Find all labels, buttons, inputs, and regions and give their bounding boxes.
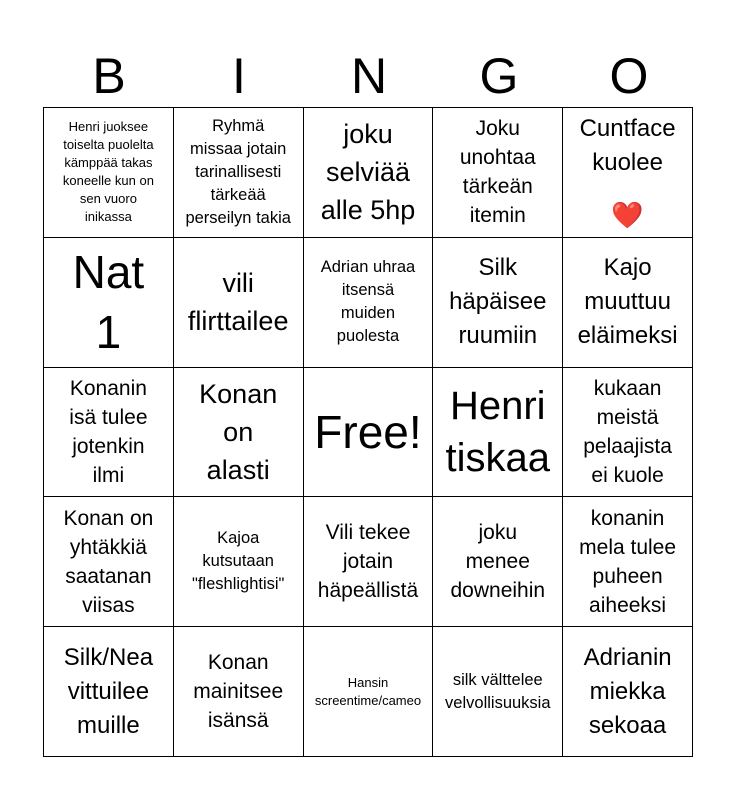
bingo-cell-b1[interactable] bbox=[44, 108, 174, 238]
bingo-cell-g3[interactable] bbox=[433, 368, 563, 498]
header-letter-g: G bbox=[479, 48, 519, 104]
cell-text: Adrianin miekka sekoaa bbox=[583, 643, 672, 739]
bingo-cell-o5[interactable] bbox=[563, 627, 693, 757]
cell-text: joku selviää alle 5hp bbox=[320, 119, 416, 226]
bingo-cell-n2[interactable] bbox=[304, 238, 434, 368]
cell-text: Nat 1 bbox=[72, 246, 145, 359]
bingo-cell-i3[interactable] bbox=[174, 368, 304, 498]
header-letter-n: N bbox=[350, 48, 388, 104]
cell-text: Silk/Nea vittuilee muille bbox=[63, 643, 154, 739]
cell-text: silk välttelee velvollisuuksia bbox=[445, 670, 551, 712]
bingo-cell-b4[interactable] bbox=[44, 497, 174, 627]
cell-text: Adrian uhraa itsensä muiden puolesta bbox=[320, 258, 416, 346]
bingo-cell-b3[interactable] bbox=[44, 368, 174, 498]
bingo-cell-g1[interactable] bbox=[433, 108, 563, 238]
bingo-cell-n1[interactable] bbox=[304, 108, 434, 238]
bingo-cell-b5[interactable] bbox=[44, 627, 174, 757]
bingo-cell-n4[interactable] bbox=[304, 497, 434, 627]
cell-text: Konan mainitsee isänsä bbox=[193, 651, 284, 733]
bingo-cell-g4[interactable] bbox=[433, 497, 563, 627]
bingo-cell-b2[interactable] bbox=[44, 238, 174, 368]
bingo-cell-n3-free[interactable] bbox=[304, 368, 434, 498]
cell-text: konanin mela tulee puheen aiheeksi bbox=[579, 506, 677, 617]
cell-text: vili flirttailee bbox=[187, 268, 289, 337]
cell-text: Ryhmä missaa jotain tarinallisesti tärkeää perseilyn takia bbox=[185, 116, 291, 227]
cell-text: Kajoa kutsutaan "fleshlightisi" bbox=[191, 529, 285, 594]
cell-text: Silk häpäisee ruumiin bbox=[449, 254, 547, 350]
cell-text: Konan on yhtäkkiä saatanan viisas bbox=[63, 506, 154, 617]
bingo-cell-g2[interactable] bbox=[433, 238, 563, 368]
bingo-header bbox=[44, 44, 694, 108]
cell-text: Vili tekee jotain häpeällistä bbox=[317, 521, 419, 603]
header-letter-b: B bbox=[92, 48, 126, 104]
bingo-cell-i4[interactable] bbox=[174, 497, 304, 627]
cell-text: kukaan meistä pelaajista ei kuole bbox=[583, 376, 672, 487]
bingo-cell-g5[interactable] bbox=[433, 627, 563, 757]
cell-text: joku menee downeihin bbox=[450, 521, 546, 603]
header-letter-o: O bbox=[609, 48, 649, 104]
bingo-cell-i5[interactable] bbox=[174, 627, 304, 757]
free-space-text: Free! bbox=[314, 405, 422, 458]
bingo-cell-o3[interactable] bbox=[563, 368, 693, 498]
cell-text: Konanin isä tulee jotenkin ilmi bbox=[69, 376, 148, 487]
cell-text: Cuntface kuolee bbox=[579, 115, 676, 177]
cell-text: Henri juoksee toiselta puolelta kämppää takas koneelle kun on sen vuoro inikassa bbox=[62, 119, 154, 225]
header-letter-i: I bbox=[232, 48, 246, 104]
bingo-cell-i2[interactable] bbox=[174, 238, 304, 368]
heart-icon: ❤️ bbox=[611, 200, 644, 231]
bingo-cell-i1[interactable] bbox=[174, 108, 304, 238]
bingo-grid bbox=[43, 107, 693, 757]
cell-text: Kajo muuttuu eläimeksi bbox=[577, 254, 678, 350]
bingo-cell-o4[interactable] bbox=[563, 497, 693, 627]
bingo-cell-o1[interactable] bbox=[563, 108, 693, 238]
cell-text: Henri tiskaa bbox=[445, 383, 551, 480]
cell-text: Konan on alasti bbox=[199, 378, 278, 485]
cell-text: Joku unohtaa tärkeän itemin bbox=[459, 117, 536, 228]
bingo-cell-o2[interactable] bbox=[563, 238, 693, 368]
bingo-cell-n5[interactable] bbox=[304, 627, 434, 757]
cell-text: Hansin screentime/cameo bbox=[314, 674, 422, 708]
